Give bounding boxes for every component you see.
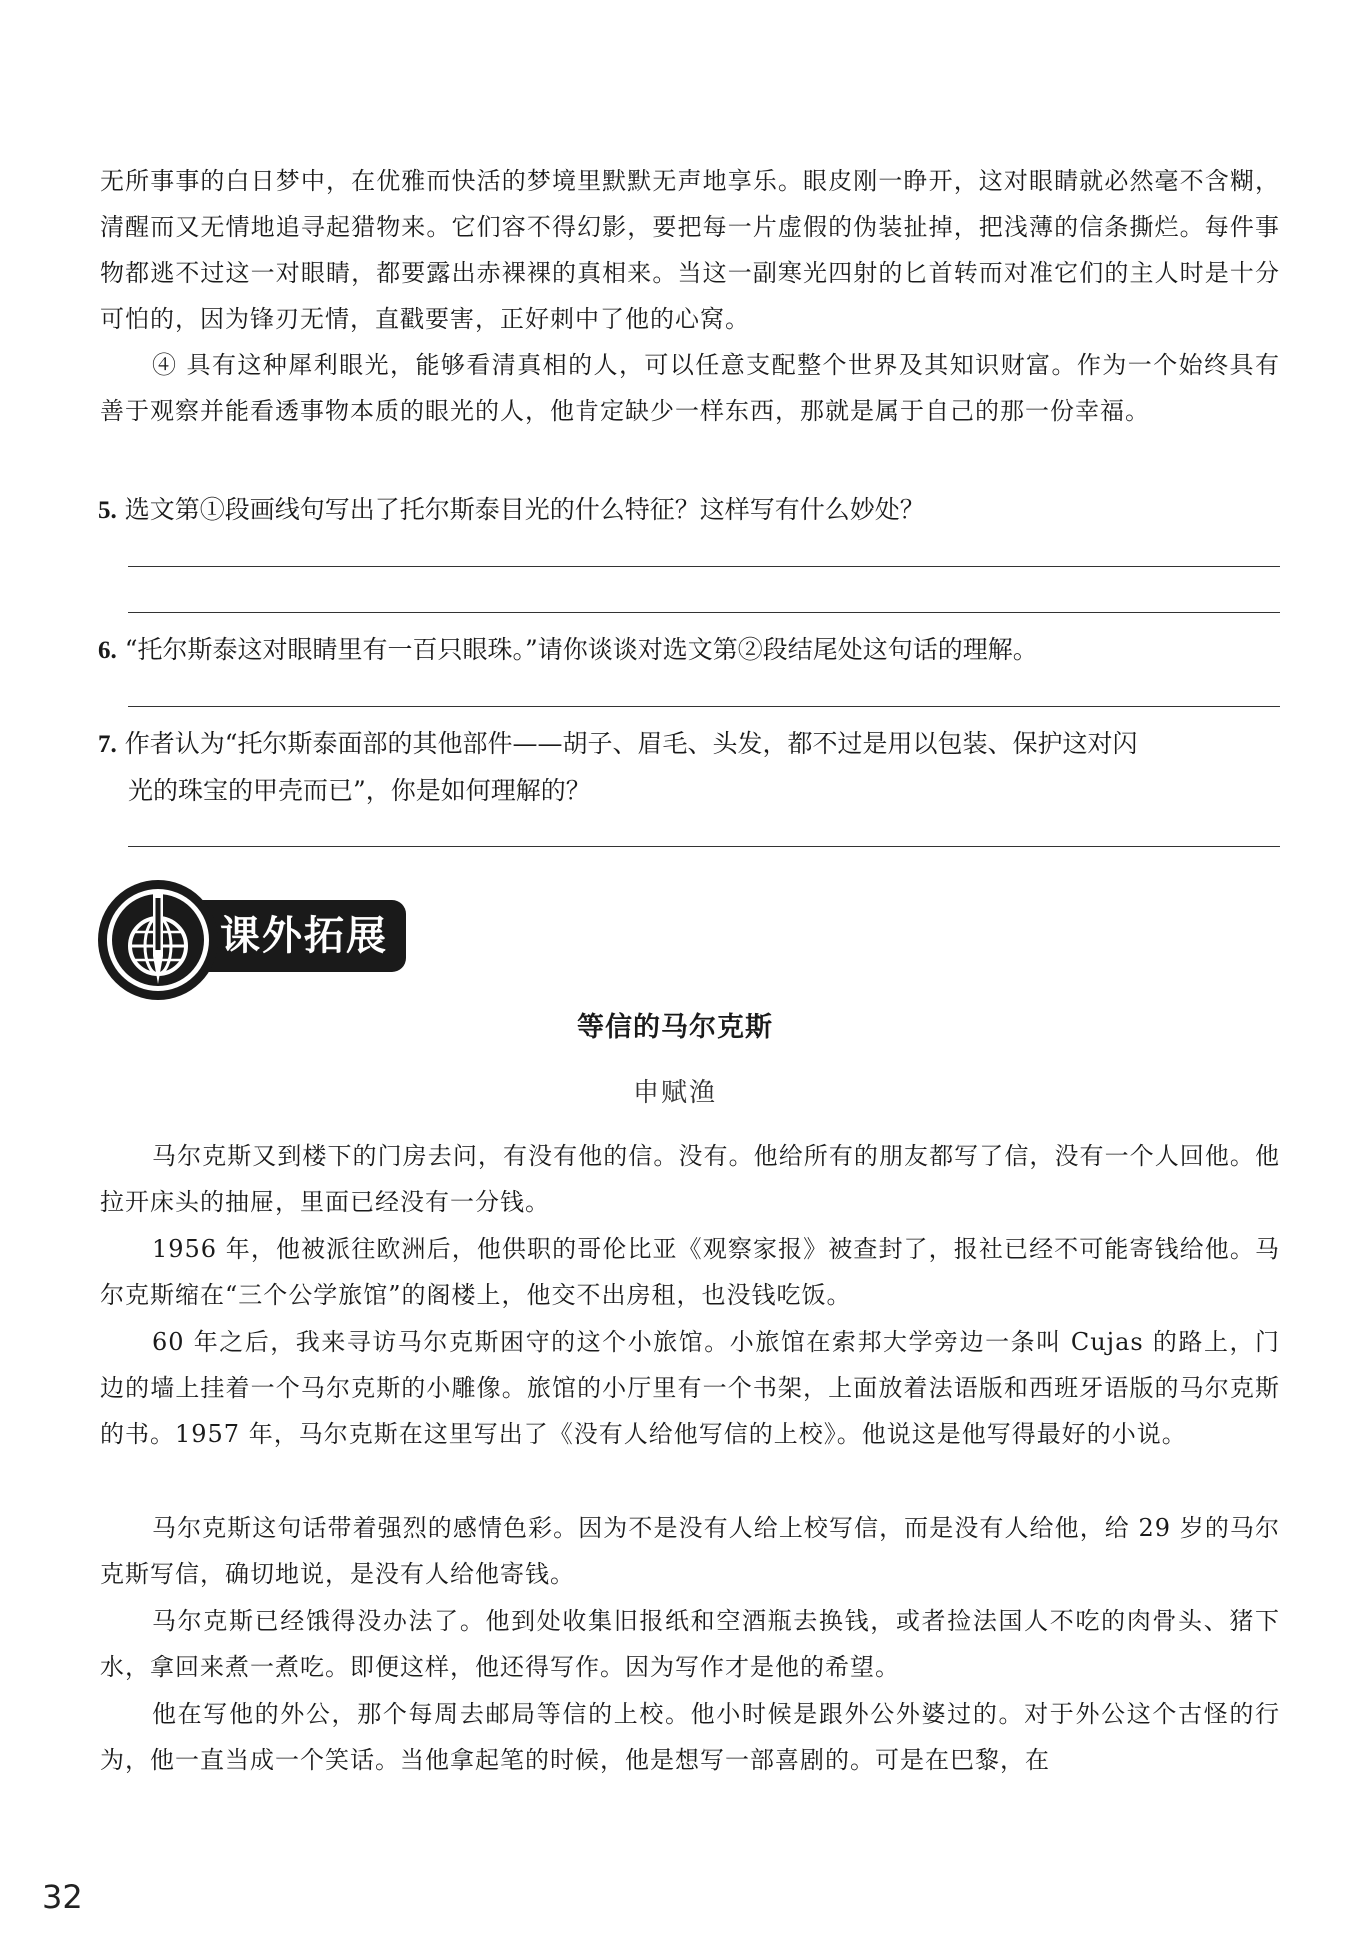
article-paragraph: 1956 年，他被派往欧洲后，他供职的哥伦比亚《观察家报》被查封了，报社已经不可能寄钱给他。马尔克斯缩在“三个公学旅馆”的阁楼上，他交不出房租，也没钱吃饭。 xyxy=(100,1235,1280,1309)
question-number: 6. xyxy=(98,637,117,664)
page-number: 32 xyxy=(42,1878,83,1916)
question-6 xyxy=(98,627,1283,674)
question-text-continued: 光的珠宝的甲壳而已”，你是如何理解的？ xyxy=(128,776,591,805)
question-text: 选文第①段画线句写出了托尔斯泰目光的什么特征？这样写有什么妙处？ xyxy=(124,495,925,524)
question-text: 作者认为“托尔斯泰面部的其他部件——胡子、眉毛、头发，都不过是用以包装、保护这对闪 xyxy=(124,729,1138,758)
article-paragraph: 马尔克斯已经饿得没办法了。他到处收集旧报纸和空酒瓶去换钱，或者捡法国人不吃的肉骨头、猪下水，拿回来煮一煮吃。即便这样，他还得写作。因为写作才是他的希望。 xyxy=(100,1607,1280,1681)
question-7 xyxy=(98,721,1283,814)
passage-paragraph-4: ④ 具有这种犀利眼光，能够看清真相的人，可以任意支配整个世界及其知识财富。作为一个始终具有善于观察并能看透事物本质的眼光的人，他肯定缺少一样东西，那就是属于自己的那一份幸福。 xyxy=(100,351,1280,425)
passage-paragraph: 无所事事的白日梦中，在优雅而快活的梦境里默默无声地享乐。眼皮刚一睁开，这对眼睛就必然毫不含糊，清醒而又无情地追寻起猎物来。它们容不得幻影，要把每一片虚假的伪装扯掉，把浅薄的信条撕烂。每件事物都逃不过这一对眼睛，都要露出赤裸裸的真相来。当这一副寒光四射的匕首转而对准它们的主人时是十分可怕的，因为锋刃无情，直戳要害，正好刺中了他的心窝。 xyxy=(100,167,1280,333)
answer-line[interactable] xyxy=(128,706,1280,707)
article-paragraph: 他在写他的外公，那个每周去邮局等信的上校。他小时候是跟外公外婆过的。对于外公这个古怪的行为，他一直当成一个笑话。当他拿起笔的时候，他是想写一部喜剧的。可是在巴黎，在 xyxy=(100,1700,1280,1774)
question-5 xyxy=(98,487,1283,534)
answer-line[interactable] xyxy=(128,846,1280,847)
article-paragraph: 马尔克斯又到楼下的门房去问，有没有他的信。没有。他给所有的朋友都写了信，没有一个人回他。他拉开床头的抽屉，里面已经没有一分钱。 xyxy=(100,1142,1280,1216)
question-text: “托尔斯泰这对眼睛里有一百只眼珠。”请你谈谈对选文第②段结尾处这句话的理解。 xyxy=(124,635,1038,664)
article-title: 等信的马尔克斯 xyxy=(577,1012,773,1043)
question-number: 5. xyxy=(98,497,117,524)
article-author: 申赋渔 xyxy=(632,1078,717,1108)
answer-line[interactable] xyxy=(128,612,1280,613)
section-title: 课外拓展 xyxy=(220,913,388,959)
answer-line[interactable] xyxy=(128,566,1280,567)
article-paragraph: 60 年之后，我来寻访马尔克斯困守的这个小旅馆。小旅馆在索邦大学旁边一条叫 Cujas 的路上，门边的墙上挂着一个马尔克斯的小雕像。旅馆的小厅里有一个书架，上面放着法语版和西班牙语版的马尔克斯的书。1957 年，马尔克斯在这里写出了《没有人给他写信的上校》。他说这是他写得最好的小说。 xyxy=(100,1328,1280,1448)
globe-pen-icon xyxy=(96,878,221,1003)
question-number: 7. xyxy=(98,731,117,758)
section-header xyxy=(96,878,426,1003)
article-paragraph: 马尔克斯这句话带着强烈的感情色彩。因为不是没有人给上校写信，而是没有人给他，给 29 岁的马尔克斯写信，确切地说，是没有人给他寄钱。 xyxy=(100,1514,1280,1588)
